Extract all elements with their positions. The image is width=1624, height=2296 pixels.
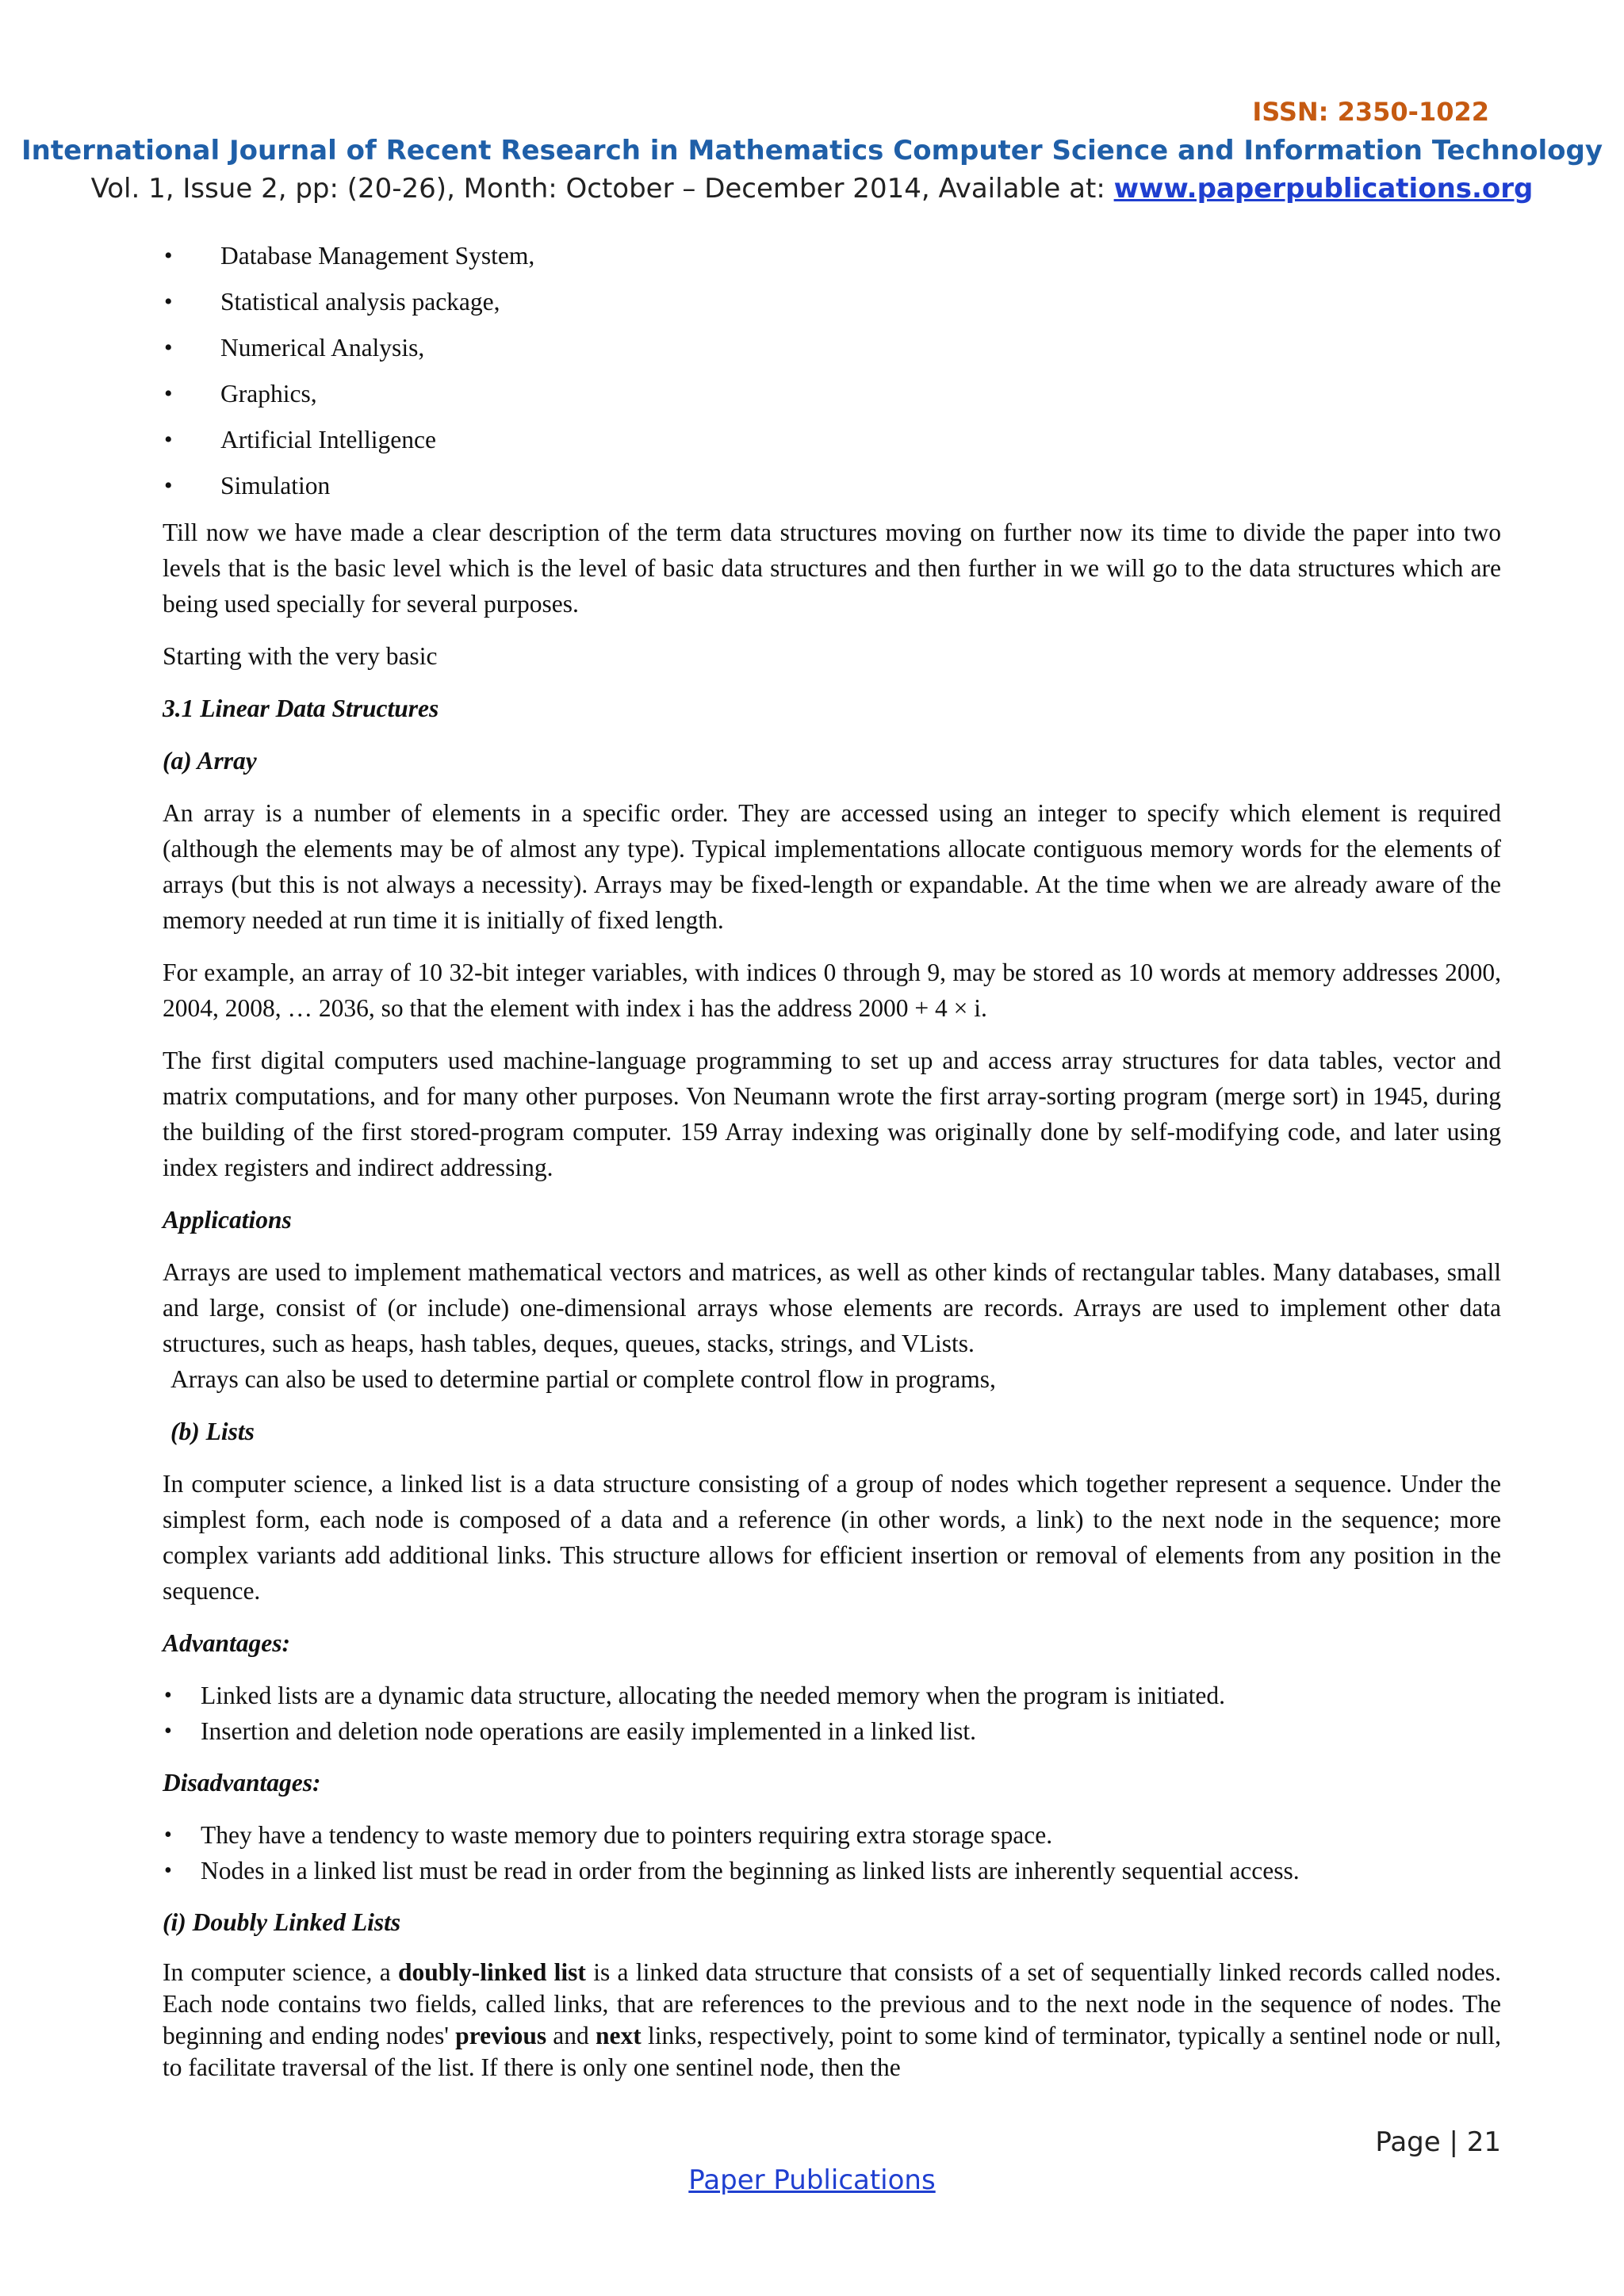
list-item: • Simulation — [163, 468, 1501, 503]
subheading-lists: (b) Lists — [170, 1418, 255, 1445]
publisher-link[interactable]: Paper Publications — [688, 2164, 936, 2196]
bold-term: next — [596, 2022, 642, 2049]
list-item: • They have a tendency to waste memory due to pointers requiring extra storage space. — [163, 1817, 1501, 1853]
paragraph-array-2: For example, an array of 10 32-bit integer variables, with indices 0 through 9, may be stored as 10 words at memory addresses 2000, 2004, 2008, … 2036, so that the element with index i has the address 2000 + 4 × i. — [163, 959, 1501, 1022]
paragraph-till-now: Till now we have made a clear description of the term data structures moving on further now its time to divide the paper into two levels that is the basic level which is the level of basic data structures and then further in we will go to the data structures which are being used specially for several purposes. — [163, 519, 1501, 618]
list-item: • Database Management System, — [163, 238, 1501, 274]
list-item: • Insertion and deletion node operations are easily implemented in a linked list. — [163, 1713, 1501, 1749]
text: In computer science, a — [163, 1958, 398, 1986]
paragraph-array-3: The first digital computers used machine-language programming to set up and access array structures for data tables, vector and matrix computations, and for many other purposes. Von Neumann wrote the first array-sorting program (merge sort) in 1945, during the building of the first stored-program computer. 159 Array indexing was originally done by self-modifying code, and later using index registers and indirect addressing. — [163, 1047, 1501, 1181]
list-item: • Artificial Intelligence — [163, 422, 1501, 457]
list-item: • Linked lists are a dynamic data structure, allocating the needed memory when the program is initiated. — [163, 1678, 1501, 1713]
disadvantages-list — [163, 1817, 1501, 1888]
paragraph-lists: In computer science, a linked list is a data structure consisting of a group of nodes which together represent a sequence. Under the simplest form, each node is composed of a data and a reference (in other words, a link) to the next node in the sequence; more complex variants add additional links. This structure allows for efficient insertion or removal of elements from any position in the sequence. — [163, 1470, 1501, 1605]
subheading-doubly-linked: (i) Doubly Linked Lists — [163, 1908, 401, 1936]
paragraph-applications-1: Arrays are used to implement mathematical vectors and matrices, as well as other kinds of rectangular tables. Many databases, small and large, consist of (or include) one-dimensional arrays whose elements are records. Arrays are used to implement other data structures, such as heaps, hash tables, deques, queues, stacks, strings, and VLists. — [163, 1258, 1501, 1357]
text: and — [546, 2022, 596, 2049]
bold-term: doubly-linked list — [398, 1958, 586, 1986]
issn: ISSN: 2350-1022 — [1252, 97, 1489, 127]
intro-list — [163, 238, 1501, 503]
footer-publisher — [0, 2164, 1624, 2196]
article-body — [163, 238, 1501, 2100]
text: links, respectively, point to some kind of terminator, typically a sentinel node or null, to facilitate traversal of the list. If there is only one sentinel node, then the — [163, 2022, 1501, 2081]
subheading-applications: Applications — [163, 1206, 292, 1234]
subheading-disadvantages: Disadvantages: — [163, 1769, 321, 1797]
volume-line — [0, 173, 1624, 205]
paragraph-array-1: An array is a number of elements in a specific order. They are accessed using an integer to specify which element is required (although the elements may be of almost any type). Typical implementations allocate contiguous memory words for the elements of arrays (but this is not always a necessity). Arrays may be fixed-length or expandable. At the time when we are already aware of the memory needed at run time it is initially of fixed length. — [163, 799, 1501, 934]
journal-title: International Journal of Recent Research in Mathematics Computer Science and Information Technology — [21, 135, 1603, 166]
paragraph-starting: Starting with the very basic — [163, 642, 438, 670]
text: is a linked data structure that consists of a set of sequentially linked records called nodes. Each node contains two fields, called links, that are references to the previous and to the next node in the sequence of nodes. The beginning and ending nodes' — [163, 1958, 1501, 2049]
bold-term: previous — [455, 2022, 547, 2049]
subheading-advantages: Advantages: — [163, 1629, 290, 1657]
volume-text: Vol. 1, Issue 2, pp: (20-26), Month: October – December 2014, Available at: — [90, 173, 1114, 205]
section-heading-linear: 3.1 Linear Data Structures — [163, 695, 439, 722]
page-number: Page | 21 — [1375, 2126, 1501, 2158]
subheading-array: (a) Array — [163, 747, 257, 775]
paragraph-applications-2: Arrays can also be used to determine partial or complete control flow in programs, — [170, 1365, 996, 1393]
paragraph-doubly-linked — [163, 1957, 1501, 2084]
list-item: • Graphics, — [163, 376, 1501, 411]
advantages-list — [163, 1678, 1501, 1749]
list-item: • Statistical analysis package, — [163, 284, 1501, 320]
list-item: • Nodes in a linked list must be read in order from the beginning as linked lists are inherently sequential access. — [163, 1853, 1501, 1888]
website-link[interactable]: www.paperpublications.org — [1113, 173, 1534, 205]
list-item: • Numerical Analysis, — [163, 330, 1501, 365]
